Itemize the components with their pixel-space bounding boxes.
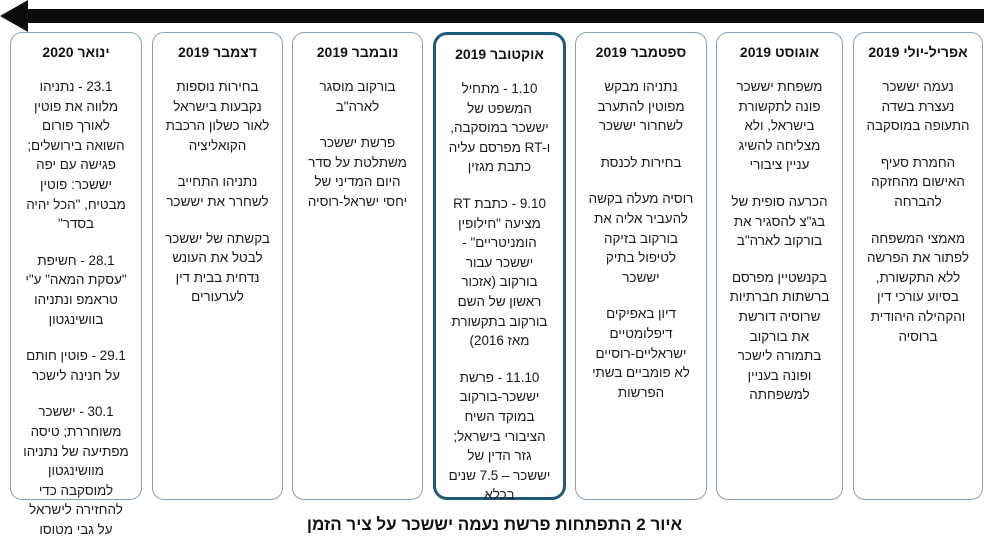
card-entry: 28.1 - חשיפת "עסקת המאה" ע"י טראמפ ונתניהו בוושינגטון bbox=[25, 252, 127, 327]
card-entry: בקשתה של יששכר לבטל את העונש נדחית בבית דין לערעורים bbox=[165, 230, 270, 305]
card-entry: 9.10 - כתבת RT מציעה "חילופין הומניטריים" - יששכר עבור בורקוב (אזכור ראשון של השם בורקוב בתקשורת מאז 2016) bbox=[451, 195, 548, 349]
card-january-2020 bbox=[10, 32, 142, 537]
card-entry: 30.1 - יששכר משוחררת; טיסה מפתיעה של נתניהו מוושינגטון למוסקבה כדי להחזירה לישראל על גבי מטוסו bbox=[23, 404, 129, 537]
card-title: אפריל-יולי 2019 bbox=[868, 44, 968, 60]
card-december-2019 bbox=[152, 32, 283, 500]
card-entry: פרשת יששכר משתלטת על סדר היום המדיני של יחסי ישראל-רוסיה bbox=[307, 135, 408, 209]
card-entry: 1.10 - מתחיל המשפט של יששכר במוסקבה, ו-RT מפרסם עליה כתבת מגזין bbox=[448, 81, 551, 175]
card-entry: 11.10 - פרשת יששכר-בורקוב במוקד השיח הציבורי בישראל; גזר הדין של יששכר – 7.5 שנים בכלא bbox=[448, 369, 551, 503]
card-entry: רוסיה מעלה בקשה להעביר אליה את בורקוב בזיקה לטיפול בתיק יששכר bbox=[588, 191, 694, 285]
card-entry: נתניהו התחייב לשחרר את יששכר bbox=[166, 174, 269, 209]
timeline-arrow-shaft bbox=[18, 9, 984, 23]
card-september-2019 bbox=[575, 32, 707, 500]
card-entry: בורקוב מוסגר לארה"ב bbox=[319, 79, 396, 114]
card-title: דצמבר 2019 bbox=[178, 44, 257, 60]
card-entry: מאמצי המשפחה לפתור את הפרשה ללא התקשורת, בסיוע עורכי דין והקהילה היהודית ברוסיה bbox=[866, 230, 970, 344]
card-entry: 29.1 - פוטין חותם על חנינה לישכר bbox=[26, 348, 126, 383]
timeline-arrow bbox=[0, 0, 989, 34]
card-entry: 23.1 - נתניהו מלווה את פוטין לאורך פורום השואה בירושלים; פגישה עם יפה יששכר: פוטין מבטיח, "הכל יהיה בסדר" bbox=[26, 79, 126, 232]
timeline-arrow-head bbox=[0, 0, 28, 32]
card-title: אוקטובר 2019 bbox=[455, 46, 544, 62]
card-entry: משפחת יששכר פונה לתקשורת בישראל, ולא מצליחה להשיג עניין ציבורי bbox=[736, 79, 823, 173]
card-august-2019 bbox=[716, 32, 843, 500]
card-october-2019 bbox=[433, 32, 566, 503]
card-title: אוגוסט 2019 bbox=[739, 44, 820, 60]
figure-caption: איור 2 התפתחות פרשת נעמה יששכר על ציר הזמן bbox=[306, 515, 683, 534]
card-entry: נתניהו מבקש מפוטין להתערב לשחרור יששכר bbox=[597, 79, 685, 134]
card-entry: הכרעה סופית של בג"צ להסגיר את בורקוב לארה"ב bbox=[731, 193, 828, 249]
card-april-july-2019 bbox=[853, 32, 983, 500]
card-title: נובמבר 2019 bbox=[316, 44, 399, 60]
card-title: ינואר 2020 bbox=[42, 44, 110, 60]
card-title: ספטמבר 2019 bbox=[595, 44, 687, 60]
card-entry: דיון באפיקים דיפלומטיים ישראליים-רוסיים לא פומביים בשתי הפרשות bbox=[592, 306, 690, 400]
card-entry: בחירות לכנסת bbox=[600, 154, 682, 170]
card-entry: החמרת סעיף האישום מהחזקה להברחה bbox=[871, 154, 965, 209]
card-entry: בחירות נוספות נקבעות בישראל לאור כשלון הרכבת הקואליציה bbox=[165, 79, 270, 153]
card-entry: בקנשטיין מפרסם ברשתות חברתיות שרוסיה דורשת את בורקוב בתמורה לישכר ופונה בעניין למשפחתה bbox=[729, 269, 830, 403]
card-november-2019 bbox=[292, 32, 423, 500]
card-entry: נעמה יששכר נעצרת בשדה התעופה במוסקבה bbox=[866, 79, 970, 134]
